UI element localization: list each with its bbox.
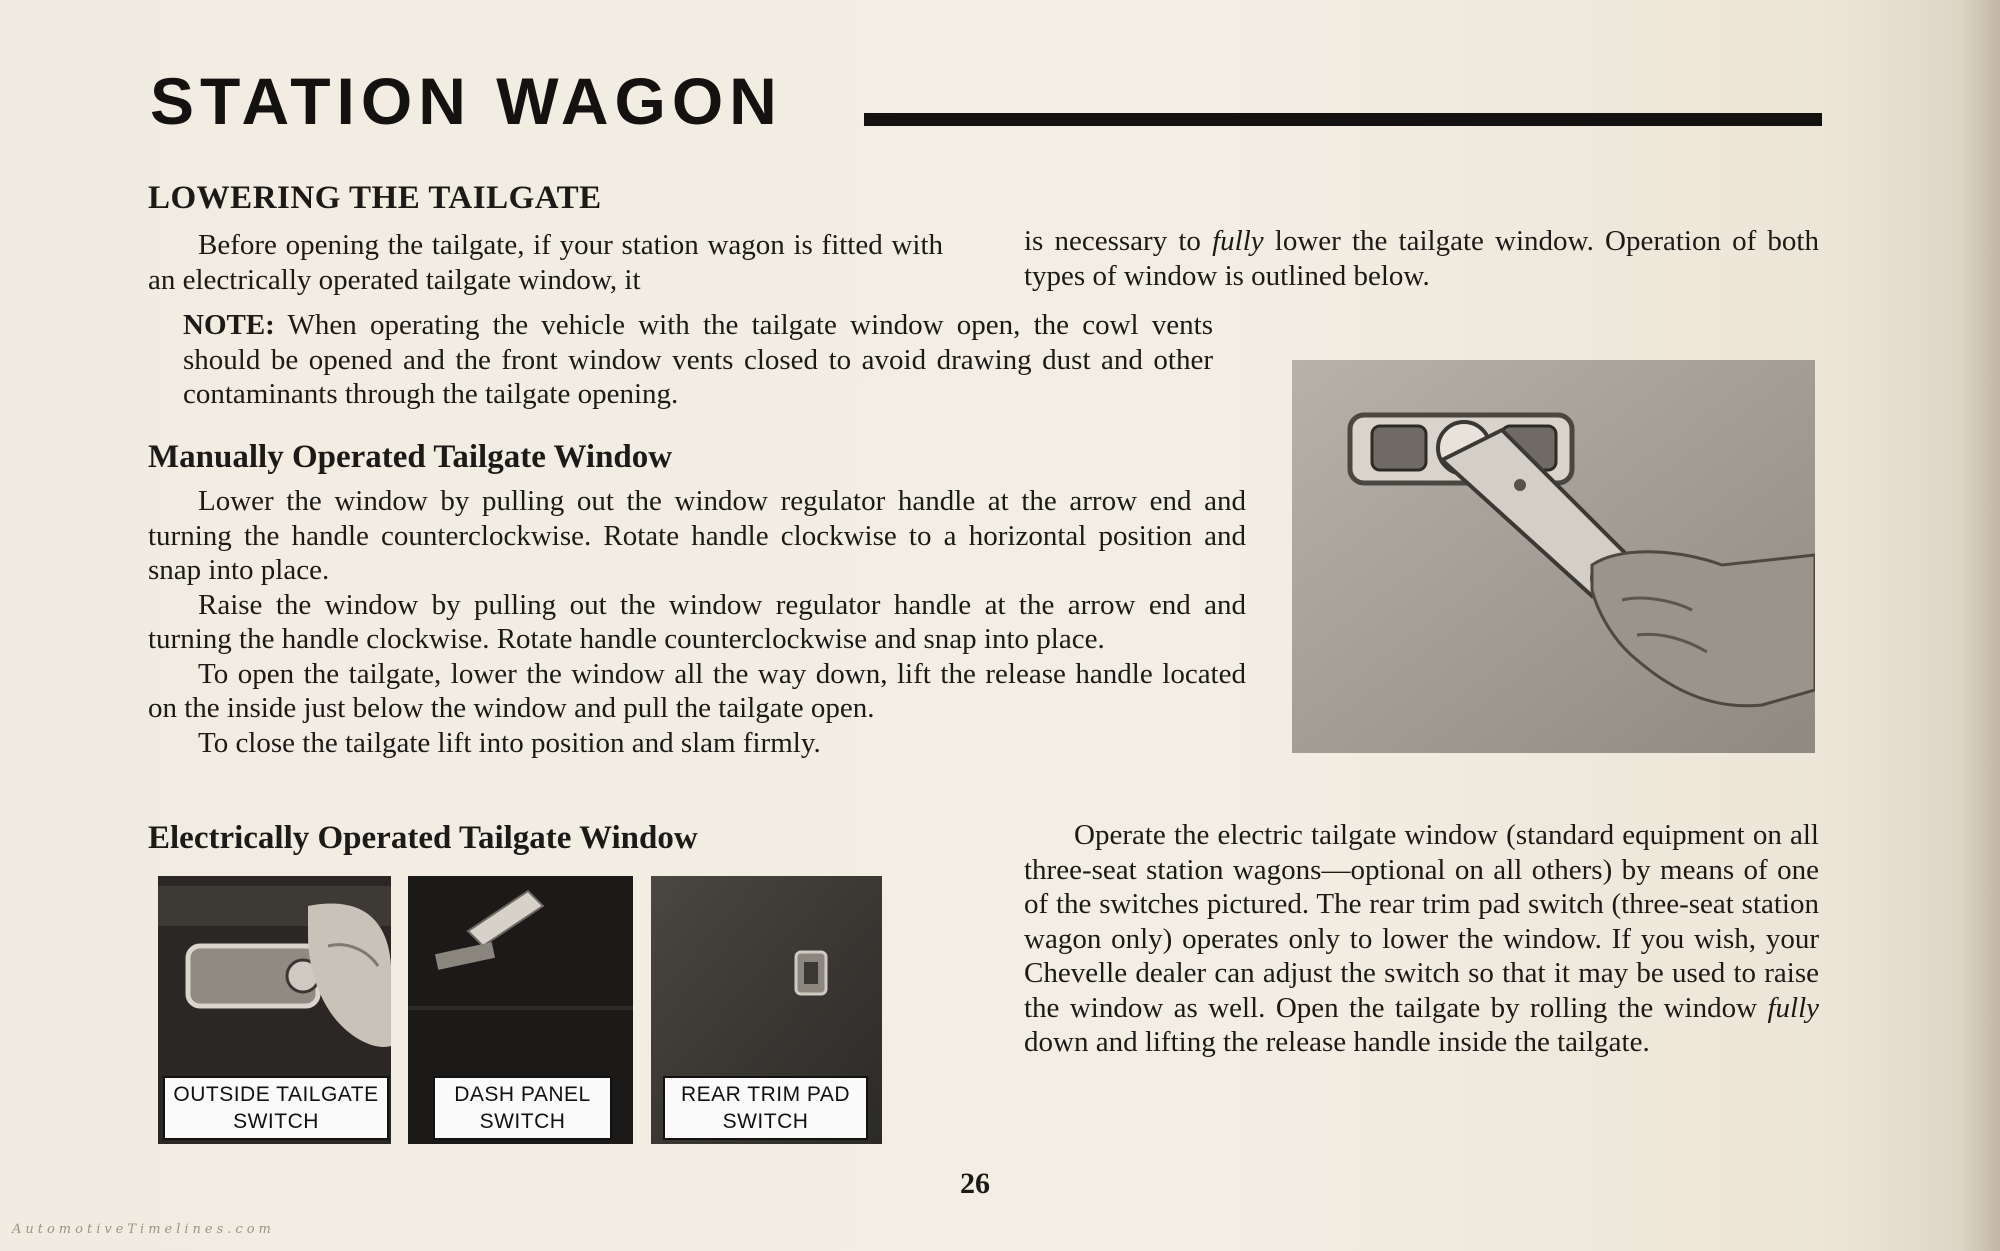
note-label: NOTE: [183, 309, 275, 341]
heading-lowering-tailgate: LOWERING THE TAILGATE [148, 180, 602, 216]
regulator-handle-photo [1292, 360, 1815, 753]
intro-right-text-end: lower the tailgate window. Operation of both types of window is outlined below. [1024, 225, 1819, 292]
title-rule [864, 113, 1822, 126]
regulator-handle-illustration [1292, 360, 1815, 753]
note-paragraph [183, 308, 1213, 412]
manual-paragraph-lower: Lower the window by pulling out the window regulator handle at the arrow end and turning the handle counterclockwise. Rotate handle clockwise to a horizontal position and snap into place. [148, 485, 1246, 586]
caption-outside-line1: OUTSIDE TAILGATE [173, 1083, 379, 1106]
manual-paragraph-raise: Raise the window by pulling out the window regulator handle at the arrow end and turning the handle clockwise. Rotate handle counterclockwise and snap into place. [148, 588, 1246, 655]
intro-right-paragraph [1024, 224, 1819, 293]
page-title: STATION WAGON [150, 64, 783, 138]
note-block [183, 308, 1213, 412]
electric-paragraph [1024, 818, 1819, 1060]
electric-emphasis: fully [1767, 991, 1819, 1024]
caption-rear-line1: REAR TRIM PAD [680, 1083, 851, 1106]
caption-rear-text [681, 1081, 850, 1135]
manual-paragraph-open: To open the tailgate, lower the window all the way down, lift the release handle located on the inside just below the window and pull the tailgate open. [148, 657, 1246, 724]
intro-right-emphasis: fully [1212, 225, 1264, 257]
note-text: When operating the vehicle with the tailgate window open, the cowl vents should be opened and the front window vents closed to avoid drawing dust and other contaminants through the tailgate opening. [183, 309, 1213, 410]
caption-outside-switch [163, 1076, 389, 1140]
intro-right-text-start: is necessary to [1024, 225, 1213, 257]
intro-left-column [148, 228, 943, 297]
caption-dash-line1: DASH PANEL [454, 1083, 591, 1106]
intro-right-column [1024, 224, 1819, 293]
heading-electric-window: Electrically Operated Tailgate Window [148, 820, 698, 856]
intro-left-text: Before opening the tailgate, if your station wagon is fitted with an electrically operated tailgate window, it [148, 229, 943, 296]
manual-paragraph-close: To close the tailgate lift into position and slam firmly. [198, 726, 821, 759]
page-number: 26 [960, 1167, 990, 1200]
caption-rear-switch [663, 1076, 868, 1140]
electric-text-start: Operate the electric tailgate window (standard equipment on all three-seat station wagons—optional on all others) by means of one of the switches pictured. The rear trim pad switch (three-seat station wagon only) operates only to lower the window. If you wish, your Chevelle dealer can adjust the switch so that it may be used to raise the window as well. Open the tailgate by rolling the window [1024, 819, 1819, 1024]
caption-outside-line2: SWITCH [233, 1110, 319, 1133]
watermark: AutomotiveTimelines.com [12, 1222, 275, 1237]
caption-rear-line2: SWITCH [722, 1110, 809, 1133]
heading-manual-window: Manually Operated Tailgate Window [148, 439, 673, 475]
page-edge-shadow [1960, 0, 2000, 1251]
electric-instructions [1024, 818, 1819, 1060]
caption-dash-switch [433, 1076, 612, 1140]
caption-outside-text [173, 1081, 378, 1135]
electric-text-end: down and lifting the release handle inside the tailgate. [1024, 1026, 1650, 1058]
manual-instructions [148, 484, 1246, 760]
caption-dash-line2: SWITCH [479, 1110, 566, 1133]
caption-dash-text [454, 1081, 591, 1135]
